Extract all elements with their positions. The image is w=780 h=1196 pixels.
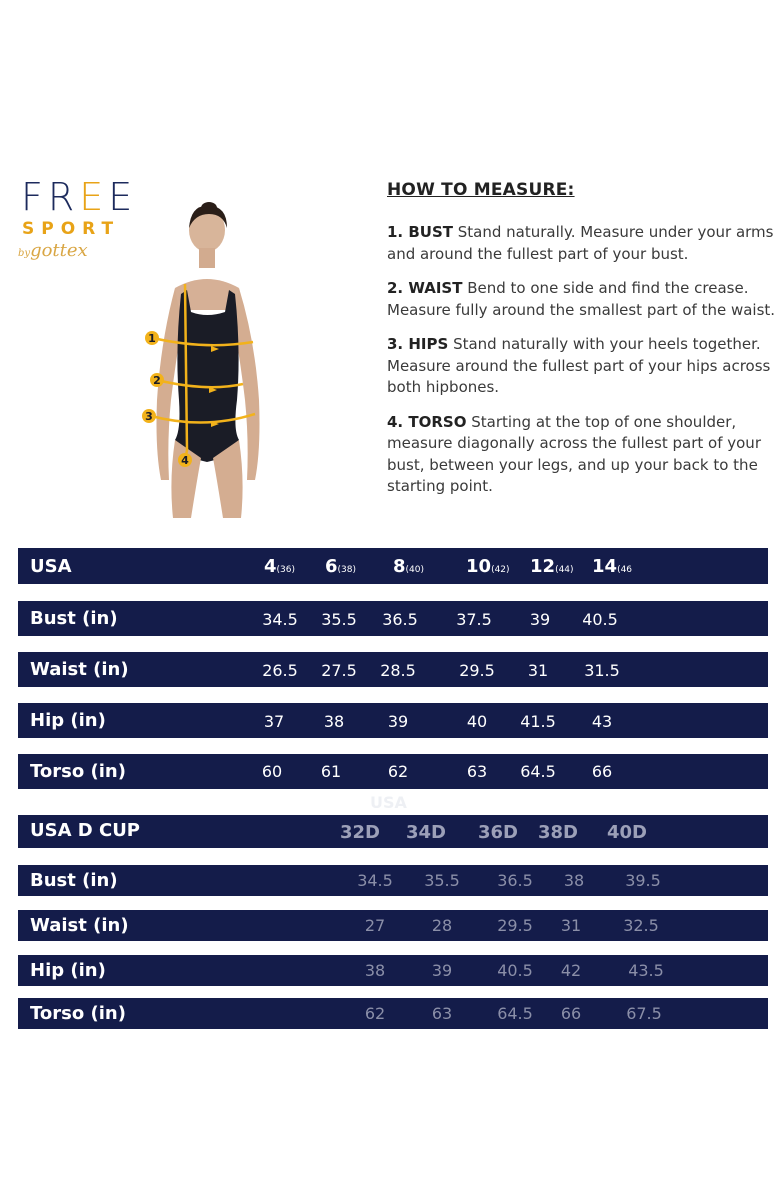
table-cell: 40 — [466, 712, 488, 731]
row-label: Waist (in) — [30, 659, 129, 680]
step-hips: 3. HIPS Stand naturally with your heels together. Measure around the fullest part of your hips across both hipbones. — [387, 335, 771, 396]
table-cell: 38 — [563, 871, 585, 890]
table-cell: 32.5 — [623, 916, 659, 935]
table-cell: 60 — [261, 762, 283, 781]
size-header: 36D — [478, 822, 518, 843]
table-cell: 36.5 — [497, 871, 533, 890]
size-header: 40D — [607, 822, 647, 843]
step-bust: 1. BUST Stand naturally. Measure under your arms and around the fullest part of your bust. — [387, 223, 774, 263]
size-header: 32D — [340, 822, 380, 843]
table-cell: 39 — [431, 961, 453, 980]
table-cell: 41.5 — [520, 712, 556, 731]
row-label: Torso (in) — [30, 1003, 126, 1024]
table-cell: 66 — [560, 1004, 582, 1023]
row-label: Waist (in) — [30, 915, 129, 936]
table-cell: 31 — [527, 661, 549, 680]
free-sport-logo — [18, 175, 138, 278]
table-cell: 36.5 — [382, 610, 418, 629]
table-cell: 40.5 — [497, 961, 533, 980]
table-cell: 29.5 — [459, 661, 495, 680]
table-row — [18, 754, 768, 789]
table-cell: 39.5 — [625, 871, 661, 890]
model-measurement-illustration — [135, 200, 285, 525]
table-cell: 38 — [364, 961, 386, 980]
table-cell: 27 — [364, 916, 386, 935]
size-header: 14(46 — [592, 556, 633, 577]
table-cell: 63 — [431, 1004, 453, 1023]
dcup-header-row — [18, 815, 768, 848]
table-cell: 39 — [529, 610, 551, 629]
table-cell: 29.5 — [497, 916, 533, 935]
step-torso: 4. TORSO Starting at the top of one shoulder, measure diagonally across the fullest part of your bust, between your legs, and up your back to the starting point. — [387, 412, 761, 495]
logo-sport-text: SPORT — [22, 219, 121, 239]
table-cell: 35.5 — [321, 610, 357, 629]
table-cell: 31.5 — [584, 661, 620, 680]
table-cell: 64.5 — [520, 762, 556, 781]
faded-usa-text: USA — [370, 793, 407, 812]
table-cell: 38 — [323, 712, 345, 731]
table-cell: 28 — [431, 916, 453, 935]
marker-4: 4 — [181, 454, 189, 467]
row-label: Bust (in) — [30, 870, 118, 891]
logo-free-text: FREE — [21, 175, 138, 219]
how-to-measure-section — [387, 180, 779, 511]
row-label: Hip (in) — [30, 710, 106, 731]
table-cell: 34.5 — [357, 871, 393, 890]
row-label: Hip (in) — [30, 960, 106, 981]
size-header: 8(40) — [393, 556, 425, 577]
table-cell: 31 — [560, 916, 582, 935]
table-cell: 63 — [466, 762, 488, 781]
table-row — [18, 703, 768, 738]
marker-2: 2 — [153, 374, 161, 387]
logo-gottex-text: bygottex — [18, 240, 88, 261]
table-cell: 39 — [387, 712, 409, 731]
size-header: 4(36) — [264, 556, 296, 577]
table-cell: 43.5 — [628, 961, 664, 980]
size-header: 12(44) — [530, 556, 574, 577]
marker-3: 3 — [145, 410, 153, 423]
table-cell: 42 — [560, 961, 582, 980]
table-cell: 61 — [320, 762, 342, 781]
table-cell: 62 — [364, 1004, 386, 1023]
usa-header-label: USA — [30, 556, 72, 577]
size-header: 6(38) — [325, 556, 357, 577]
table-cell: 35.5 — [424, 871, 460, 890]
size-header: 10(42) — [466, 556, 510, 577]
dcup-header-label: USA D CUP — [30, 820, 141, 841]
table-row — [18, 955, 768, 986]
table-cell: 26.5 — [262, 661, 298, 680]
size-header: 34D — [406, 822, 446, 843]
table-cell: 64.5 — [497, 1004, 533, 1023]
table-cell: 43 — [591, 712, 613, 731]
marker-1: 1 — [148, 332, 156, 345]
table-row — [18, 865, 768, 896]
table-row — [18, 910, 768, 941]
table-row — [18, 601, 768, 636]
table-cell: 28.5 — [380, 661, 416, 680]
row-label: Torso (in) — [30, 761, 126, 782]
row-label: Bust (in) — [30, 608, 118, 629]
table-cell: 66 — [591, 762, 613, 781]
table-cell: 67.5 — [626, 1004, 662, 1023]
how-to-measure-title: HOW TO MEASURE: — [387, 180, 575, 200]
usa-header-row — [18, 548, 768, 584]
table-cell: 27.5 — [321, 661, 357, 680]
table-cell: 40.5 — [582, 610, 618, 629]
table-cell: 37 — [263, 712, 285, 731]
step-waist: 2. WAIST Bend to one side and find the crease. Measure fully around the smallest part of the waist. — [387, 279, 776, 319]
size-header: 38D — [538, 822, 578, 843]
table-cell: 62 — [387, 762, 409, 781]
table-row — [18, 652, 768, 687]
table-cell: 34.5 — [262, 610, 298, 629]
table-row — [18, 998, 768, 1029]
table-cell: 37.5 — [456, 610, 492, 629]
